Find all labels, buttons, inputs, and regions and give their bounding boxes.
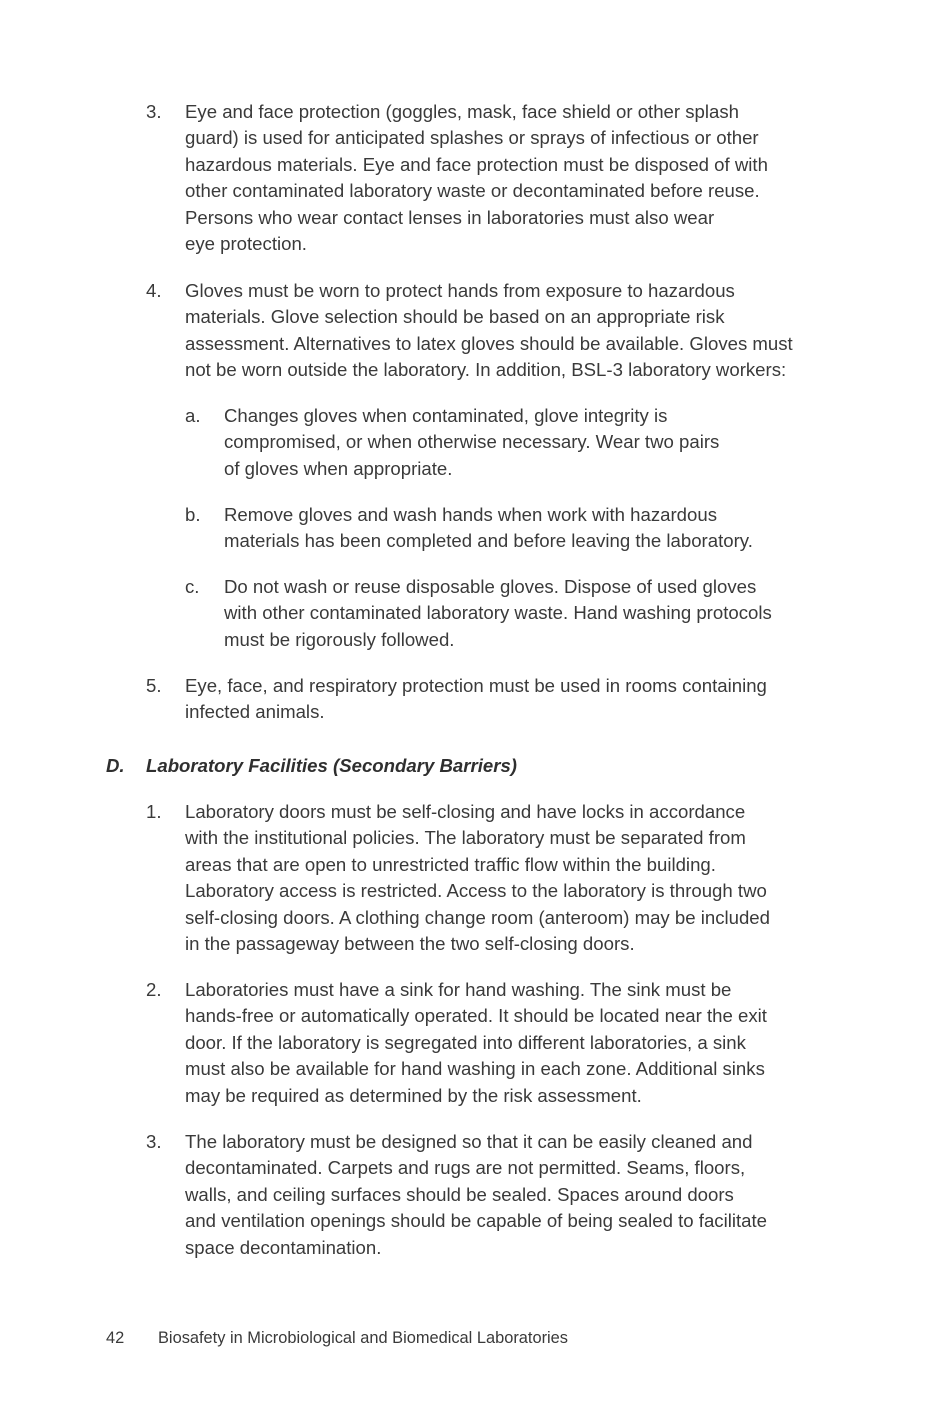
- list-number: 2.: [146, 979, 162, 1000]
- list-item-text: Gloves must be worn to protect hands from exposure to hazardous materials. Glove selection should be based on an appropriate risk assessment. Alternatives to latex gloves should be available. Gloves must not be worn outside the laboratory. In addition, BSL-3 laboratory workers:: [185, 280, 793, 381]
- list-item-text: Eye and face protection (goggles, mask, face shield or other splash guard) is used for anticipated splashes or sprays of infectious or other hazardous materials. Eye and face protection must be disposed of with other contaminated laboratory waste or decontaminated before reuse. Persons who wear contact lenses in laboratories must also wear eye protection.: [185, 101, 768, 255]
- sublist-letter: a.: [185, 405, 201, 426]
- list-item-text: Eye, face, and respiratory protection must be used in rooms containing infected animals.: [185, 675, 767, 723]
- list-item-text: Laboratory doors must be self-closing and have locks in accordance with the institutional policies. The laboratory must be separated from areas that are open to unrestricted traffic flow within the building. Laboratory access is restricted. Access to the laboratory is through two self-closing doors. A clothing change room (anteroom) may be included in the passageway between the two self-closing doors.: [185, 801, 770, 955]
- sublist-letter: c.: [185, 576, 200, 597]
- sublist-item-text: Do not wash or reuse disposable gloves. Dispose of used gloves with other contaminated laboratory waste. Hand washing protocols must be rigorously followed.: [224, 576, 772, 650]
- sublist-item-b: [185, 502, 815, 555]
- list-item-3-eye-face-protection: [146, 99, 826, 257]
- page-footer: [106, 1326, 568, 1350]
- sublist-item-c: [185, 574, 815, 653]
- sublist-item-text: Changes gloves when contaminated, glove integrity is compromised, or when otherwise necessary. Wear two pairs of gloves when appropriate.: [224, 405, 720, 479]
- list-number: 5.: [146, 675, 162, 696]
- list-number: 3.: [146, 101, 162, 122]
- list-number: 3.: [146, 1131, 162, 1152]
- list-item-text: Laboratories must have a sink for hand washing. The sink must be hands-free or automatically operated. It should be located near the exit door. If the laboratory is segregated into different laboratories, a sink must also be available for hand washing in each zone. Additional sinks may be required as determined by the risk assessment.: [185, 979, 767, 1106]
- section-title: Laboratory Facilities (Secondary Barriers): [146, 755, 517, 776]
- list-item-text: The laboratory must be designed so that it can be easily cleaned and decontaminated. Carpets and rugs are not permitted. Seams, floors, walls, and ceiling surfaces should be sealed. Spaces around doors and ventilation openings should be capable of being sealed to facilitate space decontamination.: [185, 1131, 767, 1258]
- list-number: 4.: [146, 280, 162, 301]
- section-heading: [106, 753, 517, 779]
- list-item-5-respiratory-protection: [146, 673, 826, 726]
- page-number: 42: [106, 1329, 125, 1347]
- sublist-item-a: [185, 403, 815, 482]
- list-item-1-laboratory-doors: [146, 799, 826, 957]
- sublist-letter: b.: [185, 504, 201, 525]
- section-letter: D.: [106, 755, 125, 776]
- list-number: 1.: [146, 801, 162, 822]
- running-title: Biosafety in Microbiological and Biomedical Laboratories: [158, 1329, 568, 1347]
- list-item-4-gloves: [146, 278, 826, 384]
- list-item-2-sink: [146, 977, 826, 1109]
- sublist-item-text: Remove gloves and wash hands when work with hazardous materials has been completed and before leaving the laboratory.: [224, 504, 753, 552]
- list-item-3-laboratory-design: [146, 1129, 826, 1261]
